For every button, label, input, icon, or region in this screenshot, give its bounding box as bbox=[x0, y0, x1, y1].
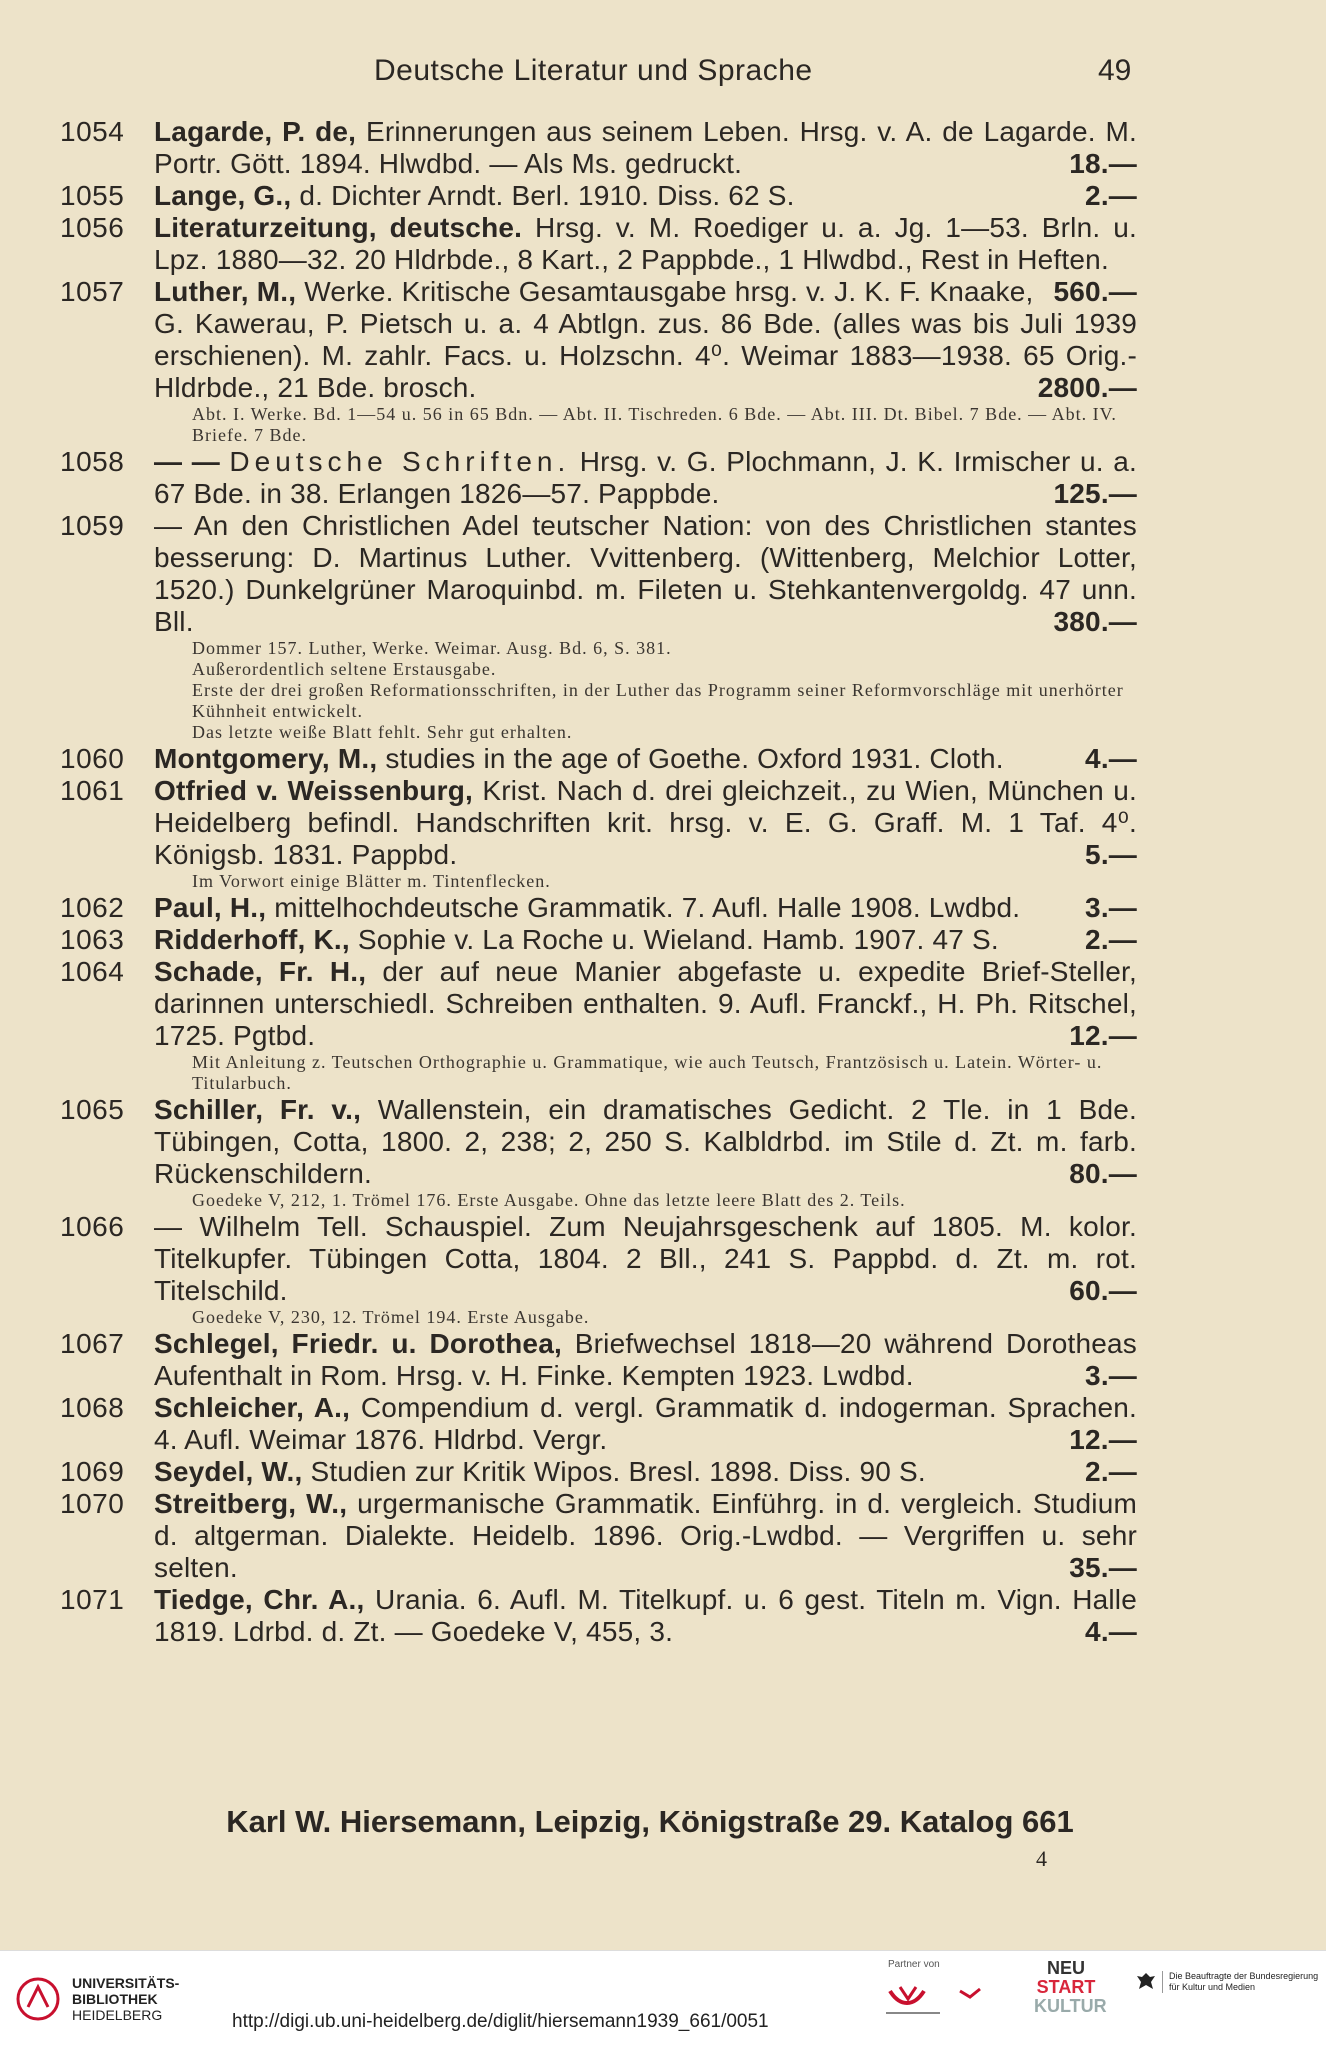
entry-description bbox=[154, 956, 1137, 1052]
lot-number: 1059 bbox=[60, 510, 125, 541]
entry-note: Abt. I. Werke. Bd. 1—54 u. 56 in 65 Bdn. — Abt. II. Tischreden. 6 Bde. — Abt. III. Dt. Bibel. 7 Bde. — Abt. IV. Briefe. 7 Bde. bbox=[192, 404, 1117, 445]
catalog-entry bbox=[0, 276, 1326, 446]
entry-description bbox=[154, 892, 1137, 924]
entry-note: Dommer 157. Luther, Werke. Weimar. Ausg. Bd. 6, S. 381. bbox=[192, 638, 672, 658]
running-head: Deutsche Literatur und Sprache bbox=[374, 54, 813, 87]
neustart-line-1: NEU bbox=[1046, 1958, 1085, 1978]
lot-number: 1058 bbox=[60, 446, 125, 477]
entry-text: — Wilhelm Tell. Schauspiel. Zum Neujahrsgeschenk auf 1805. M. kolor. Titelkupfer. Tübingen Cotta, 1804. 2 Bll., 241 S. Pappbd. d. Zt. m. rot. Titelschild. bbox=[154, 1211, 1137, 1306]
entry-price: 35.— bbox=[1069, 1552, 1137, 1583]
catalog-entry bbox=[0, 775, 1326, 892]
catalog-entry bbox=[0, 892, 1326, 924]
entry-price: 3.— bbox=[1085, 1360, 1137, 1391]
bkm-line-1: Die Beauftragte der Bundesregierung bbox=[1169, 1971, 1319, 1981]
entry-description bbox=[154, 1456, 1137, 1488]
lot-number: 1063 bbox=[60, 924, 125, 955]
entry-price: 380.— bbox=[1053, 606, 1137, 637]
permalink-url[interactable]: http://digi.ub.uni-heidelberg.de/diglit/hiersemann1939_661/0051 bbox=[232, 2011, 769, 2032]
entry-price: 125.— bbox=[1053, 478, 1137, 509]
entry-author: Lange, G., bbox=[154, 180, 292, 211]
entry-text: Hrsg. v. M. Roediger u. a. Jg. 1—53. Brln. u. Lpz. 1880—32. 20 Hldrbde., 8 Kart., 2 Pappbde., 1 Hlwdbd., Rest in Heften. bbox=[154, 212, 1137, 275]
neustart-line-2: START bbox=[1036, 1977, 1096, 1997]
entry-text: Werke. Kritische Gesamtausgabe hrsg. v. J. K. F. Knaake, G. Kawerau, P. Pietsch u. a. 4 Abtlgn. zus. 86 Bde. (alles was bis Juli 1939 erschienen). M. zahlr. Facs. u. Holzschn. 4⁰. Weimar 1883—1938. 65 Orig.-Hldrbde., 21 Bde. brosch. bbox=[154, 276, 1137, 403]
entry-price: 3.— bbox=[1085, 892, 1137, 923]
bkm-logo[interactable] bbox=[1136, 1971, 1326, 1993]
viewer-banner bbox=[0, 1950, 1326, 2045]
lot-number: 1064 bbox=[60, 956, 125, 987]
entry-price: 12.— bbox=[1069, 1424, 1137, 1455]
entry-price: 2.— bbox=[1085, 180, 1137, 211]
publisher-footer: Karl W. Hiersemann, Leipzig, Königstraße 29. Katalog 661 bbox=[226, 1804, 1074, 1839]
ub-seal-icon bbox=[16, 1977, 60, 2021]
entry-author: Otfried v. Weissenburg, bbox=[154, 775, 474, 806]
lot-number: 1061 bbox=[60, 775, 125, 806]
entry-note: Das letzte weiße Blatt fehlt. Sehr gut erhalten. bbox=[192, 722, 573, 742]
page-number: 49 bbox=[1098, 54, 1132, 87]
partner-label: Partner von bbox=[888, 1959, 940, 1970]
catalog-entry bbox=[0, 180, 1326, 212]
entry-text: d. Dichter Arndt. Berl. 1910. Diss. 62 S. bbox=[299, 180, 795, 211]
entry-author: Seydel, W., bbox=[154, 1456, 303, 1487]
entry-price: 4.— bbox=[1085, 1616, 1137, 1647]
entry-author: — — bbox=[154, 446, 220, 477]
entry-title-spaced: Deutsche Schriften. bbox=[229, 446, 571, 477]
catalog-entry bbox=[0, 1328, 1326, 1392]
lot-number: 1060 bbox=[60, 743, 125, 774]
catalog-entries bbox=[0, 116, 1326, 1648]
entry-price: 2.— bbox=[1085, 924, 1137, 955]
lot-number: 1066 bbox=[60, 1211, 125, 1242]
entry-author: Literaturzeitung, deutsche. bbox=[154, 212, 523, 243]
entry-price: 12.— bbox=[1069, 1020, 1137, 1051]
catalog-entry bbox=[0, 1392, 1326, 1456]
library-line-2: BIBLIOTHEK bbox=[72, 1991, 158, 2007]
entry-note: Im Vorwort einige Blätter m. Tintenflecken. bbox=[192, 871, 551, 891]
lot-number: 1071 bbox=[60, 1584, 125, 1615]
catalog-entry bbox=[0, 1488, 1326, 1584]
entry-price: 2800.— bbox=[1037, 372, 1137, 403]
lot-number: 1056 bbox=[60, 212, 125, 243]
entry-author: Schleicher, A., bbox=[154, 1392, 351, 1423]
lot-number: 1070 bbox=[60, 1488, 125, 1519]
entry-price: 18.— bbox=[1069, 148, 1137, 179]
bkm-line-2: für Kultur und Medien bbox=[1169, 1982, 1256, 1992]
lot-number: 1065 bbox=[60, 1094, 125, 1125]
lot-number: 1055 bbox=[60, 180, 125, 211]
entry-description bbox=[154, 276, 1137, 404]
entry-author: Schiller, Fr. v., bbox=[154, 1094, 362, 1125]
entry-description bbox=[154, 1094, 1137, 1190]
federal-eagle-icon bbox=[1136, 1971, 1156, 1993]
entry-note: Mit Anleitung z. Teutschen Orthographie u. Grammatique, wie auch Teutsch, Frantzösisch u. Latein. Wörter- u. Titularbuch. bbox=[192, 1052, 1103, 1093]
lot-number: 1068 bbox=[60, 1392, 125, 1423]
entry-description bbox=[154, 1584, 1137, 1648]
catalog-entry bbox=[0, 116, 1326, 180]
entry-text: mittelhochdeutsche Grammatik. 7. Aufl. Halle 1908. Lwdbd. bbox=[274, 892, 1021, 923]
entry-description bbox=[154, 1328, 1137, 1392]
entry-author: Schade, Fr. H., bbox=[154, 956, 367, 987]
entry-author: Lagarde, P. de, bbox=[154, 116, 357, 147]
entry-text: Urania. 6. Aufl. M. Titelkupf. u. 6 gest. Titeln m. Vign. Halle 1819. Ldrbd. d. Zt. — Goedeke V, 455, 3. bbox=[154, 1584, 1138, 1647]
catalog-entry bbox=[0, 446, 1326, 510]
ub-logo-text bbox=[72, 1975, 179, 2023]
entry-description bbox=[154, 1211, 1137, 1307]
entry-price: 80.— bbox=[1069, 1158, 1137, 1189]
entry-price: 5.— bbox=[1085, 839, 1137, 870]
catalog-entry bbox=[0, 956, 1326, 1094]
ddb-logo-icon bbox=[880, 1977, 1000, 2021]
entry-author: Luther, M., bbox=[154, 276, 297, 307]
entry-author: Paul, H., bbox=[154, 892, 267, 923]
entry-description bbox=[154, 180, 1137, 212]
entry-text: Briefwechsel 1818—20 während Dorotheas Aufenthalt in Rom. Hrsg. v. H. Finke. Kempten 1923. Lwdbd. bbox=[154, 1328, 1137, 1391]
signature-mark: 4 bbox=[1036, 1846, 1047, 1871]
lot-number: 1062 bbox=[60, 892, 125, 923]
neustart-line-3: KULTUR bbox=[1034, 1996, 1107, 2016]
entry-description bbox=[154, 510, 1137, 638]
entry-description bbox=[154, 743, 1137, 775]
entry-price: 2.— bbox=[1085, 1456, 1137, 1487]
catalog-entry bbox=[0, 1456, 1326, 1488]
catalog-entry bbox=[0, 1584, 1326, 1648]
catalog-entry bbox=[0, 1094, 1326, 1211]
entry-author: Tiedge, Chr. A., bbox=[154, 1584, 365, 1615]
lot-number: 1069 bbox=[60, 1456, 125, 1487]
entry-text: — An den Christlichen Adel teutscher Nation: von des Christlichen stantes besserung: D. Martinus Luther. Vvittenberg. (Wittenberg, Melchior Lotter, 1520.) Dunkelgrüner Maroquinbd. m. Fileten u. Stehkantenvergoldg. 47 unn. Bll. bbox=[154, 510, 1137, 637]
entry-description bbox=[154, 116, 1137, 180]
neustart-kultur-logo[interactable] bbox=[1034, 1958, 1107, 2016]
entry-text: Compendium d. vergl. Grammatik d. indogerman. Sprachen. 4. Aufl. Weimar 1876. Hldrbd. Vergr. bbox=[154, 1392, 1137, 1455]
entry-author: Montgomery, M., bbox=[154, 743, 378, 774]
entry-description bbox=[154, 924, 1137, 956]
entry-description bbox=[154, 1392, 1137, 1456]
entry-description bbox=[154, 775, 1137, 871]
entry-text: Hrsg. v. G. Plochmann, J. K. Irmischer u. a. 67 Bde. in 38. Erlangen 1826—57. Pappbde. bbox=[154, 446, 1137, 509]
catalog-entry bbox=[0, 1211, 1326, 1328]
entry-price: 560.— bbox=[1053, 276, 1137, 307]
catalog-entry bbox=[0, 743, 1326, 775]
ddb-partner-logo[interactable] bbox=[880, 1977, 1000, 2026]
entry-text: studies in the age of Goethe. Oxford 1931. Cloth. bbox=[385, 743, 1004, 774]
entry-text: Krist. Nach d. drei gleichzeit., zu Wien, München u. Heidelberg befindl. Handschriften krit. hrsg. v. E. G. Graff. M. 1 Taf. 4⁰. Königsb. 1831. Pappbd. bbox=[154, 775, 1138, 870]
entry-price: 4.— bbox=[1085, 743, 1137, 774]
catalog-entry bbox=[0, 510, 1326, 743]
entry-note: Goedeke V, 212, 1. Trömel 176. Erste Ausgabe. Ohne das letzte leere Blatt des 2. Teils. bbox=[192, 1190, 906, 1210]
entry-author: Streitberg, W., bbox=[154, 1488, 348, 1519]
entry-author: Ridderhoff, K., bbox=[154, 924, 350, 955]
lot-number: 1067 bbox=[60, 1328, 125, 1359]
entry-description bbox=[154, 1488, 1137, 1584]
entry-text: Sophie v. La Roche u. Wieland. Hamb. 1907. 47 S. bbox=[357, 924, 999, 955]
lot-number: 1057 bbox=[60, 276, 125, 307]
entry-description bbox=[154, 446, 1137, 510]
entry-note: Außerordentlich seltene Erstausgabe. bbox=[192, 659, 497, 679]
lot-number: 1054 bbox=[60, 116, 125, 147]
entry-text: urgermanische Grammatik. Einführg. in d. vergleich. Studium d. altgerman. Dialekte. Heidelb. 1896. Orig.-Lwdbd. — Vergriffen u. sehr selten. bbox=[154, 1488, 1137, 1583]
entry-author: Schlegel, Friedr. u. Dorothea, bbox=[154, 1328, 562, 1359]
catalog-entry bbox=[0, 924, 1326, 956]
bkm-text bbox=[1162, 1971, 1326, 1993]
ub-heidelberg-logo[interactable] bbox=[16, 1975, 179, 2023]
entry-text: Studien zur Kritik Wipos. Bresl. 1898. Diss. 90 S. bbox=[310, 1456, 926, 1487]
library-line-3: HEIDELBERG bbox=[72, 2007, 163, 2023]
entry-text: der auf neue Manier abgefaste u. expedite Brief-Steller, darinnen unterschiedl. Schreiben enthalten. 9. Aufl. Franckf., H. Ph. Ritschel, 1725. Pgtbd. bbox=[154, 956, 1138, 1051]
entry-text: Wallenstein, ein dramatisches Gedicht. 2 Tle. in 1 Bde. Tübingen, Cotta, 1800. 2, 238; 2, 250 S. Kalbldrbd. im Stile d. Zt. m. farb. Rückenschildern. bbox=[154, 1094, 1138, 1189]
entry-price: 60.— bbox=[1069, 1275, 1137, 1306]
library-line-1: UNIVERSITÄTS- bbox=[72, 1975, 180, 1991]
entry-note: Goedeke V, 230, 12. Trömel 194. Erste Ausgabe. bbox=[192, 1307, 590, 1327]
entry-note: Erste der drei großen Reformationsschriften, in der Luther das Programm seiner Reformvorschläge mit unerhörter Kühnheit entwickelt. bbox=[192, 680, 1124, 721]
entry-text: Erinnerungen aus seinem Leben. Hrsg. v. A. de Lagarde. M. Portr. Gött. 1894. Hlwdbd. — Als Ms. gedruckt. bbox=[154, 116, 1137, 179]
